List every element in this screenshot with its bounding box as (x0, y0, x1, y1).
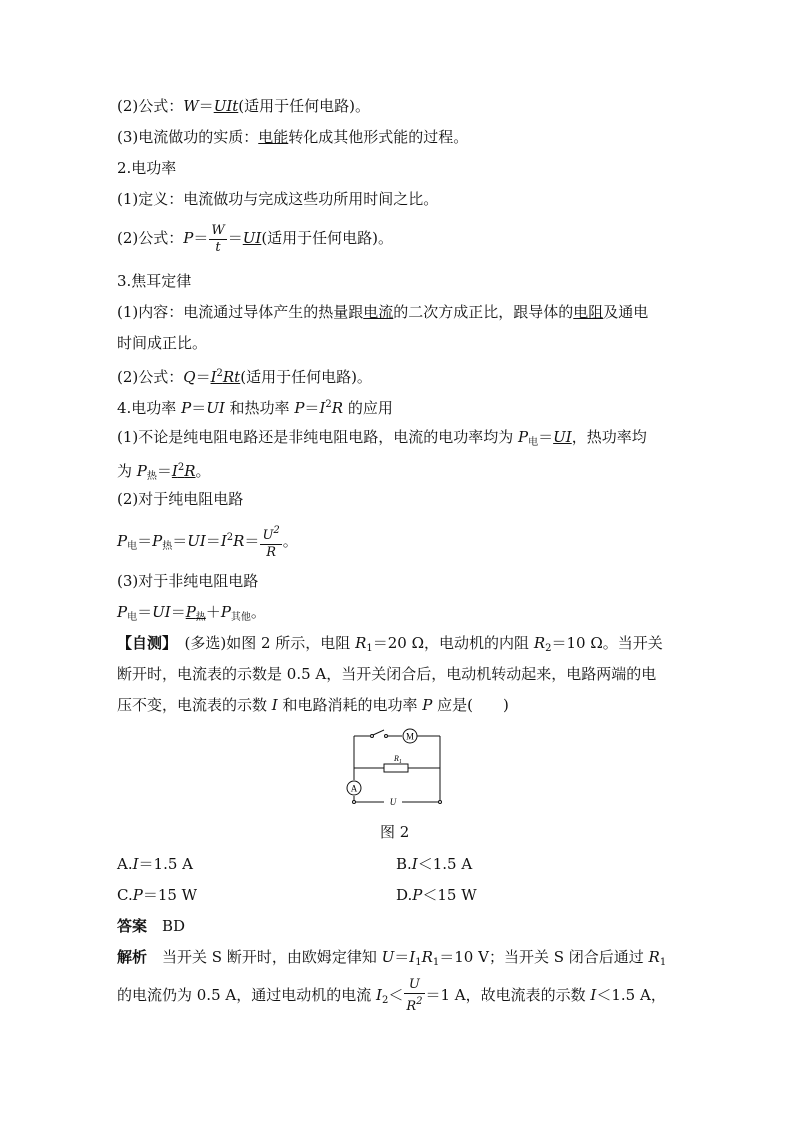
text: ＝10 V；当开关 S 闭合后通过 (439, 948, 649, 966)
option-var: P (412, 886, 423, 904)
option-var: P (132, 886, 143, 904)
text: 。 (282, 532, 298, 550)
option-value: ＝15 W (142, 886, 198, 904)
subscript: 1 (366, 643, 373, 654)
symbol-r: R (648, 948, 660, 966)
superscript: 2 (177, 462, 185, 473)
answer-blank-electric-energy: 电能 (258, 128, 289, 146)
analysis-label: 解析 (117, 948, 148, 966)
text: ＝10 Ω。当开关 (551, 634, 663, 652)
definition-line: (1)定义：电流做功与完成这些功所用时间之比。 (117, 190, 439, 208)
text: (2)公式： (117, 97, 184, 115)
answer-label: 答案 (117, 917, 148, 935)
text: ＝ (195, 368, 211, 386)
text: ＝20 Ω，电动机的内阻 (372, 634, 534, 652)
option-c (117, 885, 197, 905)
text: (多选)如图 2 所示，电阻 (169, 634, 356, 652)
symbol-u: U (381, 948, 395, 966)
text: ，热功率均 (571, 428, 647, 446)
switch-blade (373, 730, 384, 735)
superscript: 2 (273, 525, 280, 536)
subscript: 1 (415, 957, 422, 968)
text: ＜ (388, 986, 404, 1004)
symbol-p: P (294, 399, 305, 417)
text: 。 (250, 603, 266, 621)
text: ＋ (205, 603, 221, 621)
answer-blank-resistance: 电阻 (573, 303, 604, 321)
pure-resistance-formula (117, 518, 298, 567)
numerator: W (211, 222, 225, 238)
symbol-p: P (518, 428, 529, 446)
option-d (396, 885, 477, 905)
formula-power-line (117, 220, 393, 256)
analysis-line-1 (117, 947, 666, 973)
subscript: 1 (659, 957, 667, 968)
superscript: 2 (226, 532, 234, 543)
symbol-r: R (533, 634, 546, 652)
subscript: 电 (127, 612, 138, 623)
text: (适用于任何电路)。 (261, 229, 394, 247)
option-var: I (411, 855, 418, 873)
text: 为 (117, 462, 137, 480)
symbol-r: R (331, 399, 344, 417)
superscript: 2 (325, 399, 332, 410)
text: ＝ (205, 532, 221, 550)
resistor-symbol (384, 764, 408, 772)
essence-line (117, 127, 468, 147)
symbol-p: P (183, 229, 194, 247)
text: ＝ (244, 532, 260, 550)
subscript: 热 (162, 541, 173, 552)
text: 和热功率 (224, 399, 295, 417)
option-letter: C. (117, 886, 133, 904)
figure-caption: 图 2 (380, 823, 410, 841)
resistor-label-sub: 1 (398, 759, 402, 765)
section-heading-application (117, 395, 393, 418)
option-letter: D. (396, 886, 413, 904)
option-letter: B. (396, 855, 412, 873)
symbol-p: P (181, 399, 192, 417)
content-line-cont: 时间成正比。 (117, 334, 208, 352)
symbol-p: P (220, 603, 231, 621)
text: (3)电流做功的实质： (117, 128, 259, 146)
subscript: 其他 (230, 612, 251, 623)
symbol-p: P (117, 532, 128, 550)
text: ＝ (170, 603, 186, 621)
symbol-i: I (210, 368, 217, 386)
text: ＝ (538, 428, 554, 446)
symbol-r: R (233, 532, 245, 550)
fraction-w-over-t (209, 223, 226, 256)
numerator: U (262, 528, 274, 543)
non-pure-formula (117, 602, 266, 628)
symbol-i: I (409, 948, 416, 966)
text: (适用于任何电路)。 (238, 97, 371, 115)
text: 和电路消耗的电功率 (277, 696, 423, 714)
fraction-u2-over-r (260, 523, 281, 561)
text: (适用于任何电路)。 (240, 368, 372, 386)
symbol-ui: UI (206, 399, 225, 417)
option-value: ＝1.5 A (138, 855, 194, 873)
answer-blank-current: 电流 (363, 303, 394, 321)
text: ＜1.5 A， (596, 986, 666, 1004)
fraction-u-over-r2 (404, 977, 424, 1015)
subscript: 2 (381, 995, 389, 1006)
symbol-ui: UI (187, 532, 206, 550)
option-b (396, 854, 472, 874)
answer-value: BD (162, 917, 186, 935)
text: ＝ (394, 948, 410, 966)
text: ＝ (198, 97, 214, 115)
circuit-diagram (340, 728, 450, 808)
symbol-i: I (171, 462, 178, 480)
superscript: 2 (416, 996, 423, 1007)
answer-line (117, 916, 185, 936)
non-pure-heading: (3)对于非纯电阻电路 (117, 572, 259, 590)
symbol-i: I (271, 696, 278, 714)
text: 4.电功率 (117, 399, 182, 417)
numerator: U (404, 977, 424, 994)
superscript: 2 (216, 368, 223, 379)
subscript: 电 (528, 437, 539, 448)
symbol-p: P (117, 603, 128, 621)
option-value: ＜1.5 A (417, 855, 473, 873)
subscript: 热 (146, 471, 157, 482)
text: 的电流仍为 0.5 A，通过电动机的电流 (117, 986, 376, 1004)
resistor-label (393, 754, 402, 765)
text: (2)公式： (117, 229, 184, 247)
denominator: t (215, 239, 221, 255)
text: 的应用 (343, 399, 393, 417)
text: ＝1 A，故电流表的示数 (425, 986, 591, 1004)
symbol-p: P (422, 696, 433, 714)
symbol-r: R (355, 634, 367, 652)
text: ＝ (191, 399, 207, 417)
text: (1)不论是纯电阻电路还是非纯电阻电路，电流的电功率均为 (117, 428, 519, 446)
denominator: R (266, 545, 276, 560)
subscript: 2 (545, 643, 552, 654)
formula-joule-line (117, 364, 372, 387)
application-line-1 (117, 427, 647, 453)
symbol-r: R (184, 462, 196, 480)
subscript: 1 (432, 957, 440, 968)
option-value: ＜15 W (422, 886, 477, 904)
option-letter: A. (117, 855, 133, 873)
text: ＝ (227, 229, 243, 247)
text: (2)公式： (117, 368, 184, 386)
symbol-i: I (376, 986, 382, 1004)
answer-blank-uit: UIt (213, 97, 239, 115)
application-line-2 (117, 458, 211, 487)
symbol-w: W (183, 97, 199, 115)
answer-blank-ui: UI (242, 229, 262, 247)
symbol-p: P (136, 462, 147, 480)
symbol-ui: UI (152, 603, 171, 621)
self-test-tag: 【自测】 (117, 634, 170, 652)
voltage-label: U (389, 797, 397, 807)
ammeter-label: A (350, 783, 358, 794)
formula-work-line (117, 96, 370, 116)
terminal (353, 801, 356, 804)
section-heading-power: 2.电功率 (117, 159, 177, 177)
text: 压不变，电流表的示数 (117, 696, 272, 714)
answer-blank-ui: UI (553, 428, 572, 446)
text: ＝ (304, 399, 320, 417)
option-a (117, 854, 193, 874)
text: 及通电 (603, 303, 649, 321)
symbol-r: R (421, 948, 433, 966)
terminal (439, 801, 442, 804)
subscript: 热 (195, 612, 206, 623)
self-test-line-1 (117, 633, 663, 659)
text: 的二次方成正比，跟导体的 (393, 303, 574, 321)
section-heading-joule: 3.焦耳定律 (117, 272, 192, 290)
self-test-line-2: 断开时，电流表的示数是 0.5 A，当开关闭合后，电动机转动起来，电路两端的电 (117, 665, 657, 683)
switch-contact (385, 735, 388, 738)
self-test-line-3 (117, 695, 509, 715)
text: ＝ (137, 603, 153, 621)
denominator: R (406, 999, 417, 1014)
text: 当开关 S 断开时，由欧姆定律知 (147, 948, 382, 966)
analysis-line-2 (117, 975, 666, 1021)
text: 。 (195, 462, 211, 480)
option-var: I (132, 855, 139, 873)
symbol-q: Q (183, 368, 196, 386)
subscript: 电 (127, 541, 138, 552)
symbol-i: I (319, 399, 326, 417)
symbol-p: P (152, 532, 163, 550)
text: ＝ (137, 532, 153, 550)
symbol-rt: Rt (222, 368, 241, 386)
text: (1)内容：电流通过导体产生的热量跟 (117, 303, 364, 321)
resistor-label-r: R (394, 754, 399, 763)
content-line (117, 302, 648, 322)
text: 应是( ) (432, 696, 509, 714)
symbol-i: I (220, 532, 227, 550)
pure-resistance-heading: (2)对于纯电阻电路 (117, 490, 244, 508)
text: ＝ (193, 229, 209, 247)
text: ＝ (172, 532, 188, 550)
symbol-p: P (185, 603, 196, 621)
motor-label: M (405, 731, 415, 742)
text: ＝ (156, 462, 172, 480)
symbol-i: I (590, 986, 597, 1004)
text: 转化成其他形式能的过程。 (288, 128, 469, 146)
